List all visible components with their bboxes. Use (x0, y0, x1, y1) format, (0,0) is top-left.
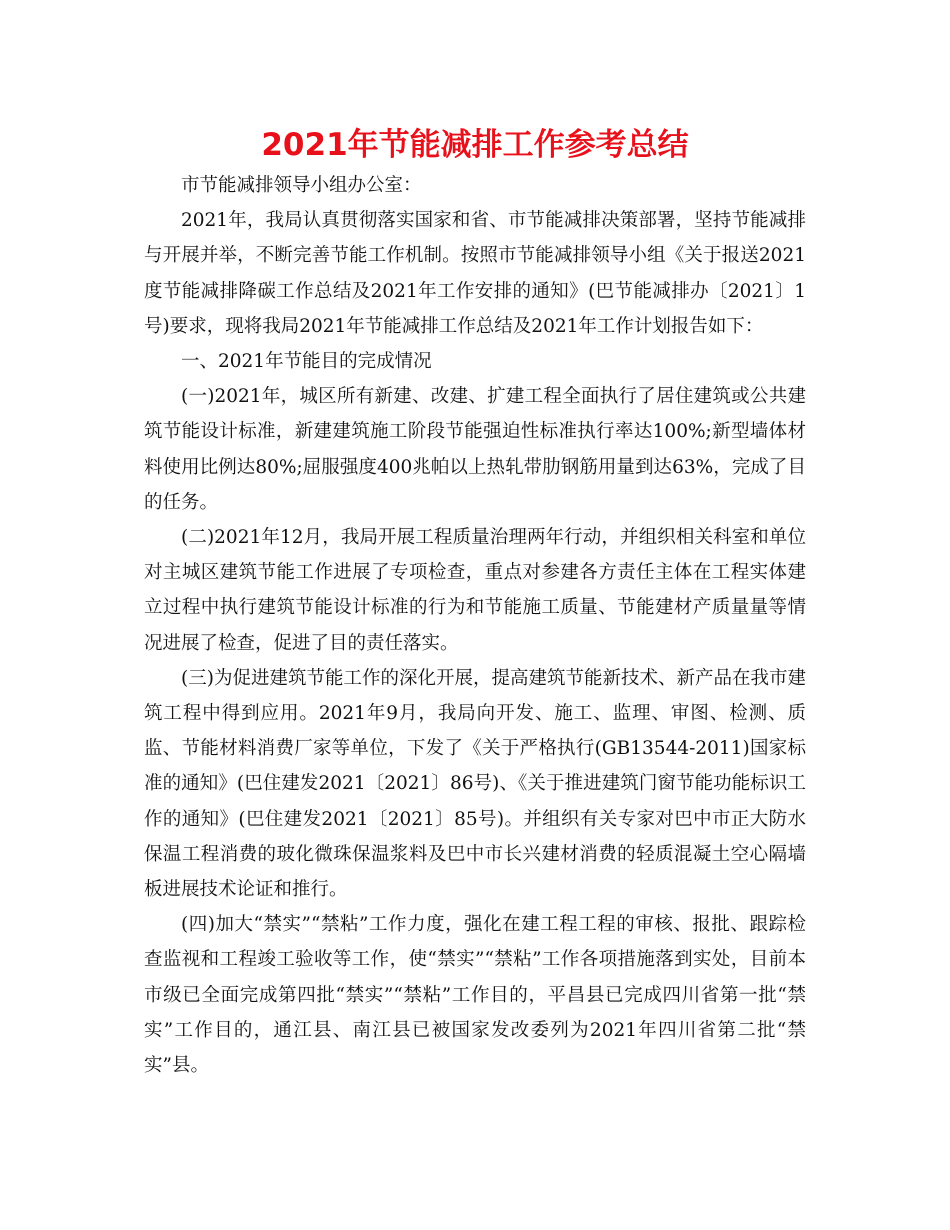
paragraph-item-4: (四)加大“禁实”“禁粘”工作力度，强化在建工程工程的审核、报批、跟踪检查监视和工程竣工验收等工作，使“禁实”“禁粘”工作各项措施落到实处，目前本市级已全面完成第四批“禁实”“禁粘”工作目的，平昌县已完成四川省第一批“禁实”工作目的，通江县、南江县已被国家发改委列为2021年四川省第二批“禁实”县。 (144, 914, 806, 1077)
document-body (144, 168, 806, 1083)
paragraph-item-1: (一)2021年，城区所有新建、改建、扩建工程全面执行了居住建筑或公共建筑节能设计标准，新建建筑施工阶段节能强迫性标准执行率达100%;新型墙体材料使用比例达80%;屈服强度400兆帕以上热轧带肋钢筋用量到达63%，完成了目的任务。 (144, 386, 806, 513)
paragraph-item-3: (三)为促进建筑节能工作的深化开展，提高建筑节能新技术、新产品在我市建筑工程中得到应用。2021年9月，我局向开发、施工、监理、审图、检测、质监、节能材料消费厂家等单位，下发了《关于严格执行(GB13544-2011)国家标准的通知》(巴住建发2021〔2021〕86号)、《关于推进建筑门窗节能功能标识工作的通知》(巴住建发2021〔2021〕85号)。并组织有关专家对巴中市正大防水保温工程消费的玻化微珠保温浆料及巴中市长兴建材消费的轻质混凝土空心隔墙板进展技术论证和推行。 (144, 667, 806, 901)
document-title: 2021年节能减排工作参考总结 (261, 127, 689, 163)
salutation: 市节能减排领导小组办公室： (181, 175, 422, 196)
paragraph-item-2: (二)2021年12月，我局开展工程质量治理两年行动，并组织相关科室和单位对主城区建筑节能工作进展了专项检查，重点对参建各方责任主体在工程实体建立过程中执行建筑节能设计标准的行为和节能施工质量、节能建材产质量量等情况进展了检查，促进了目的责任落实。 (144, 527, 806, 654)
intro-paragraph: 2021年，我局认真贯彻落实国家和省、市节能减排决策部署，坚持节能减排与开展并举，不断完善节能工作机制。按照市节能减排领导小组《关于报送2021度节能减排降碳工作总结及2021年工作安排的通知》(巴节能减排办〔2021〕1号)要求，现将我局2021年节能减排工作总结及2021年工作计划报告如下： (144, 210, 806, 337)
section-heading: 一、2021年节能目的完成情况 (181, 351, 432, 373)
